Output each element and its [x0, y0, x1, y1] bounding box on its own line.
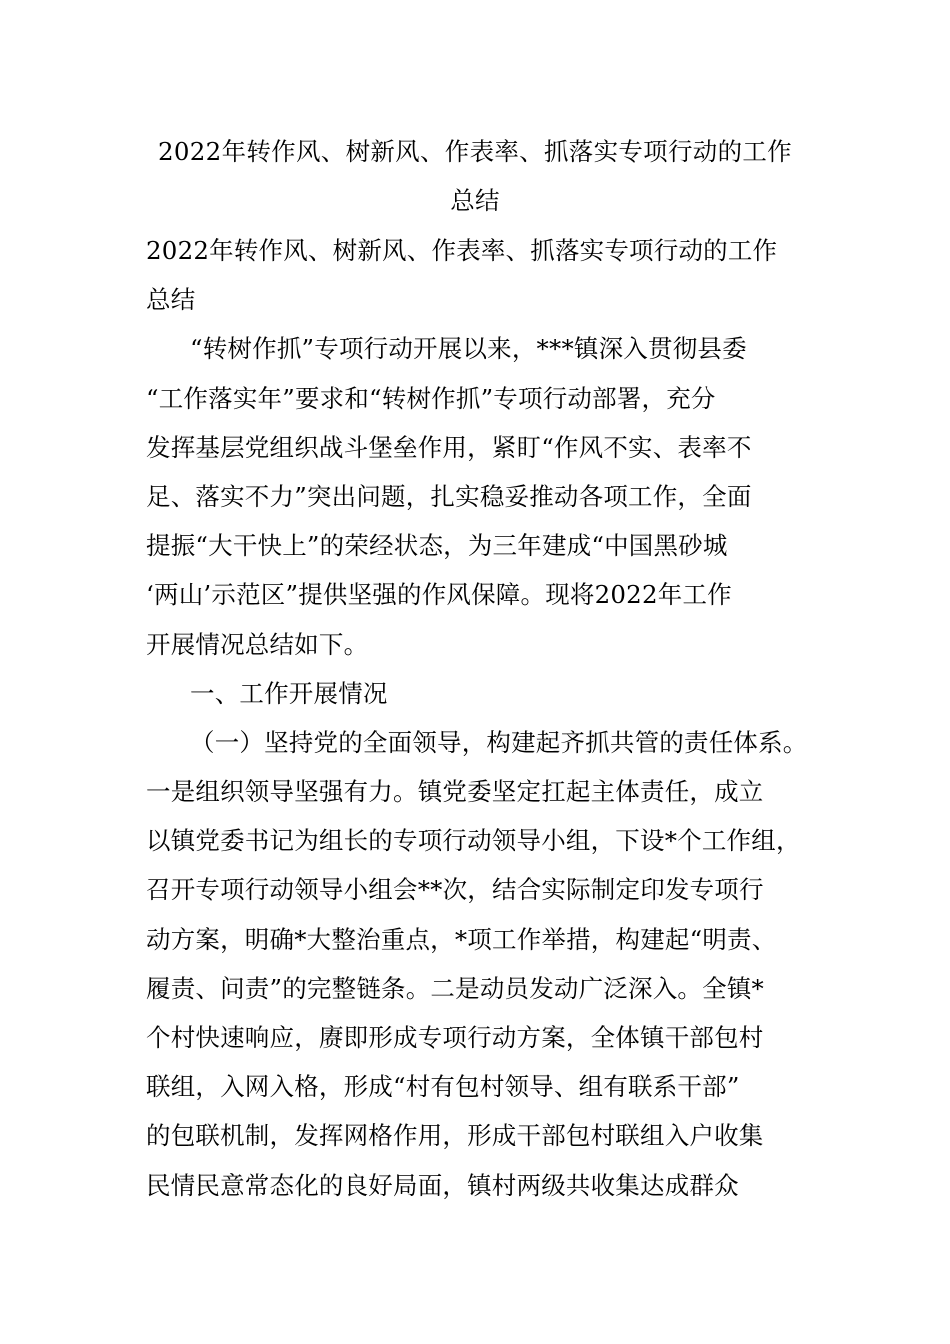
paragraph-line: 足、落实不力”突出问题，扎实稳妥推动各项工作，全面: [146, 481, 752, 511]
paragraph-line: 以镇党委书记为组长的专项行动领导小组，下设*个工作组，: [146, 826, 801, 856]
paragraph-line: 履责、问责”的完整链条。二是动员发动广泛深入。全镇*: [146, 973, 764, 1003]
document-heading: [130, 128, 820, 226]
paragraph-line: 联组，入网入格，形成“村有包村领导、组有联系干部”: [146, 1072, 740, 1102]
paragraph-line: “工作落实年”要求和“转树作抓”专项行动部署，充分: [146, 383, 716, 413]
subtitle-line-1: 2022年转作风、树新风、作表率、抓落实专项行动的工作: [146, 236, 778, 265]
paragraph-line: 民情民意常态化的良好局面，镇村两级共收集达成群众: [146, 1170, 739, 1200]
paragraph-line: “转树作抓”专项行动开展以来，***镇深入贯彻县委: [190, 334, 747, 364]
paragraph-line: 动方案，明确*大整治重点，*项工作举措，构建起“明责、: [146, 924, 777, 954]
paragraph-line: 召开专项行动领导小组会**次，结合实际制定印发专项行: [146, 875, 764, 905]
heading-line-2: 总结: [450, 186, 500, 216]
document-body: [146, 226, 816, 1210]
section-heading: 一、工作开展情况: [190, 678, 388, 708]
paragraph-line: 一是组织领导坚强有力。镇党委坚定扛起主体责任，成立: [146, 777, 764, 807]
paragraph-line: 个村快速响应，赓即形成专项行动方案，全体镇干部包村: [146, 1023, 764, 1052]
intro-paragraph: [146, 324, 816, 668]
heading-line-1: 2022年转作风、树新风、作表率、抓落实专项行动的工作: [158, 137, 792, 166]
paragraph-line: 提振“大干快上”的荣经状态，为三年建成“中国黑砂城: [146, 531, 728, 561]
paragraph-line: ‘两山’示范区”提供坚强的作风保障。现将2022年工作: [146, 580, 732, 610]
paragraph-line: 的包联机制，发挥网格作用，形成干部包村联组入户收集: [146, 1121, 764, 1151]
subsection-paragraph: [146, 718, 816, 1210]
paragraph-line: 开展情况总结如下。: [146, 629, 369, 659]
subtitle-line-2: 总结: [146, 285, 196, 315]
paragraph-line: 发挥基层党组织战斗堡垒作用，紧盯“作风不实、表率不: [146, 432, 752, 462]
paragraph-line: （一）坚持党的全面领导，构建起齐抓共管的责任体系。: [190, 727, 808, 757]
